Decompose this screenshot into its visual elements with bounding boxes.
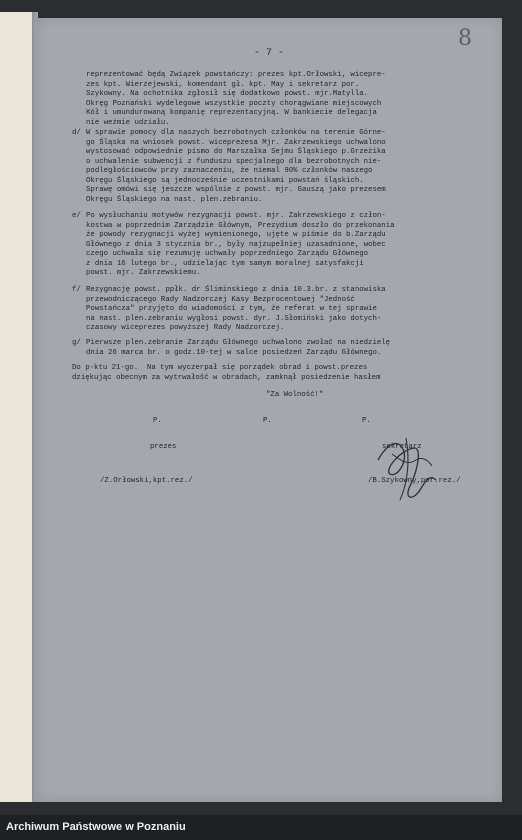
scanned-page <box>36 18 502 802</box>
pencil-page-number: 8 <box>458 26 472 51</box>
text-line: zes kpt. Wierzejewski, komendant gł. kpt. May i sekretarz por. <box>86 80 360 89</box>
text-line: Powstańcza" przyjęto do wiadomości z tym, że referat w tej sprawie <box>86 305 377 314</box>
text-line: że powody rezygnacji wyżej wymienionego, ujęte w piśmie do b.Zarządu <box>86 231 386 240</box>
archive-name: Archiwum Państwowe w Poznaniu <box>6 821 186 833</box>
archive-footer <box>0 815 522 840</box>
text-line: Sprawę omówi się jeszcze wspólnie z powst. mjr. Gauszą jako prezesem <box>86 186 386 195</box>
secretary-role: sekretarz <box>382 443 422 451</box>
p-mark-left: P. <box>153 417 162 425</box>
closing-paragraph <box>72 364 381 383</box>
section-marker: f/ <box>72 286 81 294</box>
handwritten-signature <box>370 430 460 508</box>
text-line: wystosować odpowiednie pismo do Marszałka Sejmu Śląskiego p.Grzeżika <box>86 148 386 157</box>
section-d <box>72 129 386 205</box>
p-mark-middle: P. <box>263 417 272 425</box>
text-line: Do p-ktu 21-go. Na tym wyczerpał się porządek obrad i powst.prezes <box>72 364 368 372</box>
book-spine-edge <box>0 12 35 802</box>
president-role: prezes <box>150 443 177 451</box>
text-line: go Śląska na wniosek powst. wiceprezesa Mjr. Zakrzewskiego uchwalono <box>86 138 386 147</box>
text-line: dnia 26 marca br. o godz.10-tej w salce posiedzeń Zarządu Głównego. <box>86 348 382 357</box>
text-line: Po wysłuchaniu motywów rezygnacji powst. mjr. Zakrzewskiego z człon- <box>86 212 386 220</box>
text-line: Kół i umundurowaną kompanię reprezentacyjną. W bankiecie delegacja <box>86 109 377 118</box>
text-line: na nast. plen.zebraniu wygłosi powst. dyr. J.Słomiński jako dotych- <box>86 314 382 323</box>
text-line: czego uchwała się rezumuję uchwały poprzedniego Zarządu Głównego <box>86 250 369 259</box>
text-line: o uchwalenie subwencji z funduszu specjalnego dla bezrobotnych nie- <box>86 157 382 166</box>
p-mark-right: P. <box>362 417 371 425</box>
text-line: kostwa w poprzednim Zarządzie Głównym, Prezydium doszło do przekonania <box>86 221 395 230</box>
text-line: przewodniczącego Rady Nadzorczej Kasy Bezprocentowej "Jedność <box>86 295 355 304</box>
text-line: Okręgu Śląskiego są jednocześnie uczestnikami powstań śląskich. <box>86 176 364 185</box>
slogan: "Za Wolność!" <box>266 391 324 399</box>
section-g <box>72 339 391 358</box>
text-line: Okręgu Śląskiego na nast. plen.zebraniu. <box>86 195 263 204</box>
section-marker: e/ <box>72 212 81 220</box>
section-f <box>72 286 386 334</box>
text-line: powst. mjr. Zakrzewskiemu. <box>86 269 201 278</box>
text-line: nie weźmie udziału. <box>86 118 170 127</box>
text-line: reprezentować będą Związek powstańczy: prezes kpt.Orłowski, wicepre- <box>86 71 386 79</box>
section-marker: g/ <box>72 339 81 347</box>
text-line: z dnia 16 lutego br., udzielając tym samym moralnej satysfakcji <box>86 259 364 268</box>
text-line: podległościowców przy zaznaczeniu, że niemal 90% członków naszego <box>86 167 373 176</box>
text-line: Rezygnację powst. ppłk. dr Śliminskiego z dnia 10.3.br. z stanowiska <box>86 286 386 294</box>
text-line: Pierwsze plen.zebranie Zarządu Głównego uchwalono zwołać na niedzielę <box>86 339 391 347</box>
text-line: Szykowny. Na ochotnika zgłosił się dodatkowo powst. mjr.Matylla. <box>86 90 369 99</box>
text-line: dziękując obecnym za wytrwałość w obradach, zamknął posiedzenie hasłem <box>72 373 381 382</box>
president-name: /Z.Orłowski,kpt.rez./ <box>100 477 193 485</box>
text-line: Głównego z dnia 3 stycznia br., były najzupełniej uzasadnione, wobec <box>86 240 386 249</box>
section-e <box>72 212 395 279</box>
text-line: W sprawie pomocy dla naszych bezrobotnych członków na terenie Górne- <box>86 129 386 137</box>
secretary-name: /B.Szykowny,por.rez./ <box>368 477 461 485</box>
text-line: czasowy wiceprezes powyższej Rady Nadzorczej. <box>86 324 285 333</box>
page-number: - 7 - <box>253 48 284 59</box>
section-marker: d/ <box>72 129 81 137</box>
text-line: Okręg Poznański wydelegowe wszystkie poczty chorągwiane miejscowych <box>86 99 382 108</box>
intro-paragraph <box>86 71 386 128</box>
